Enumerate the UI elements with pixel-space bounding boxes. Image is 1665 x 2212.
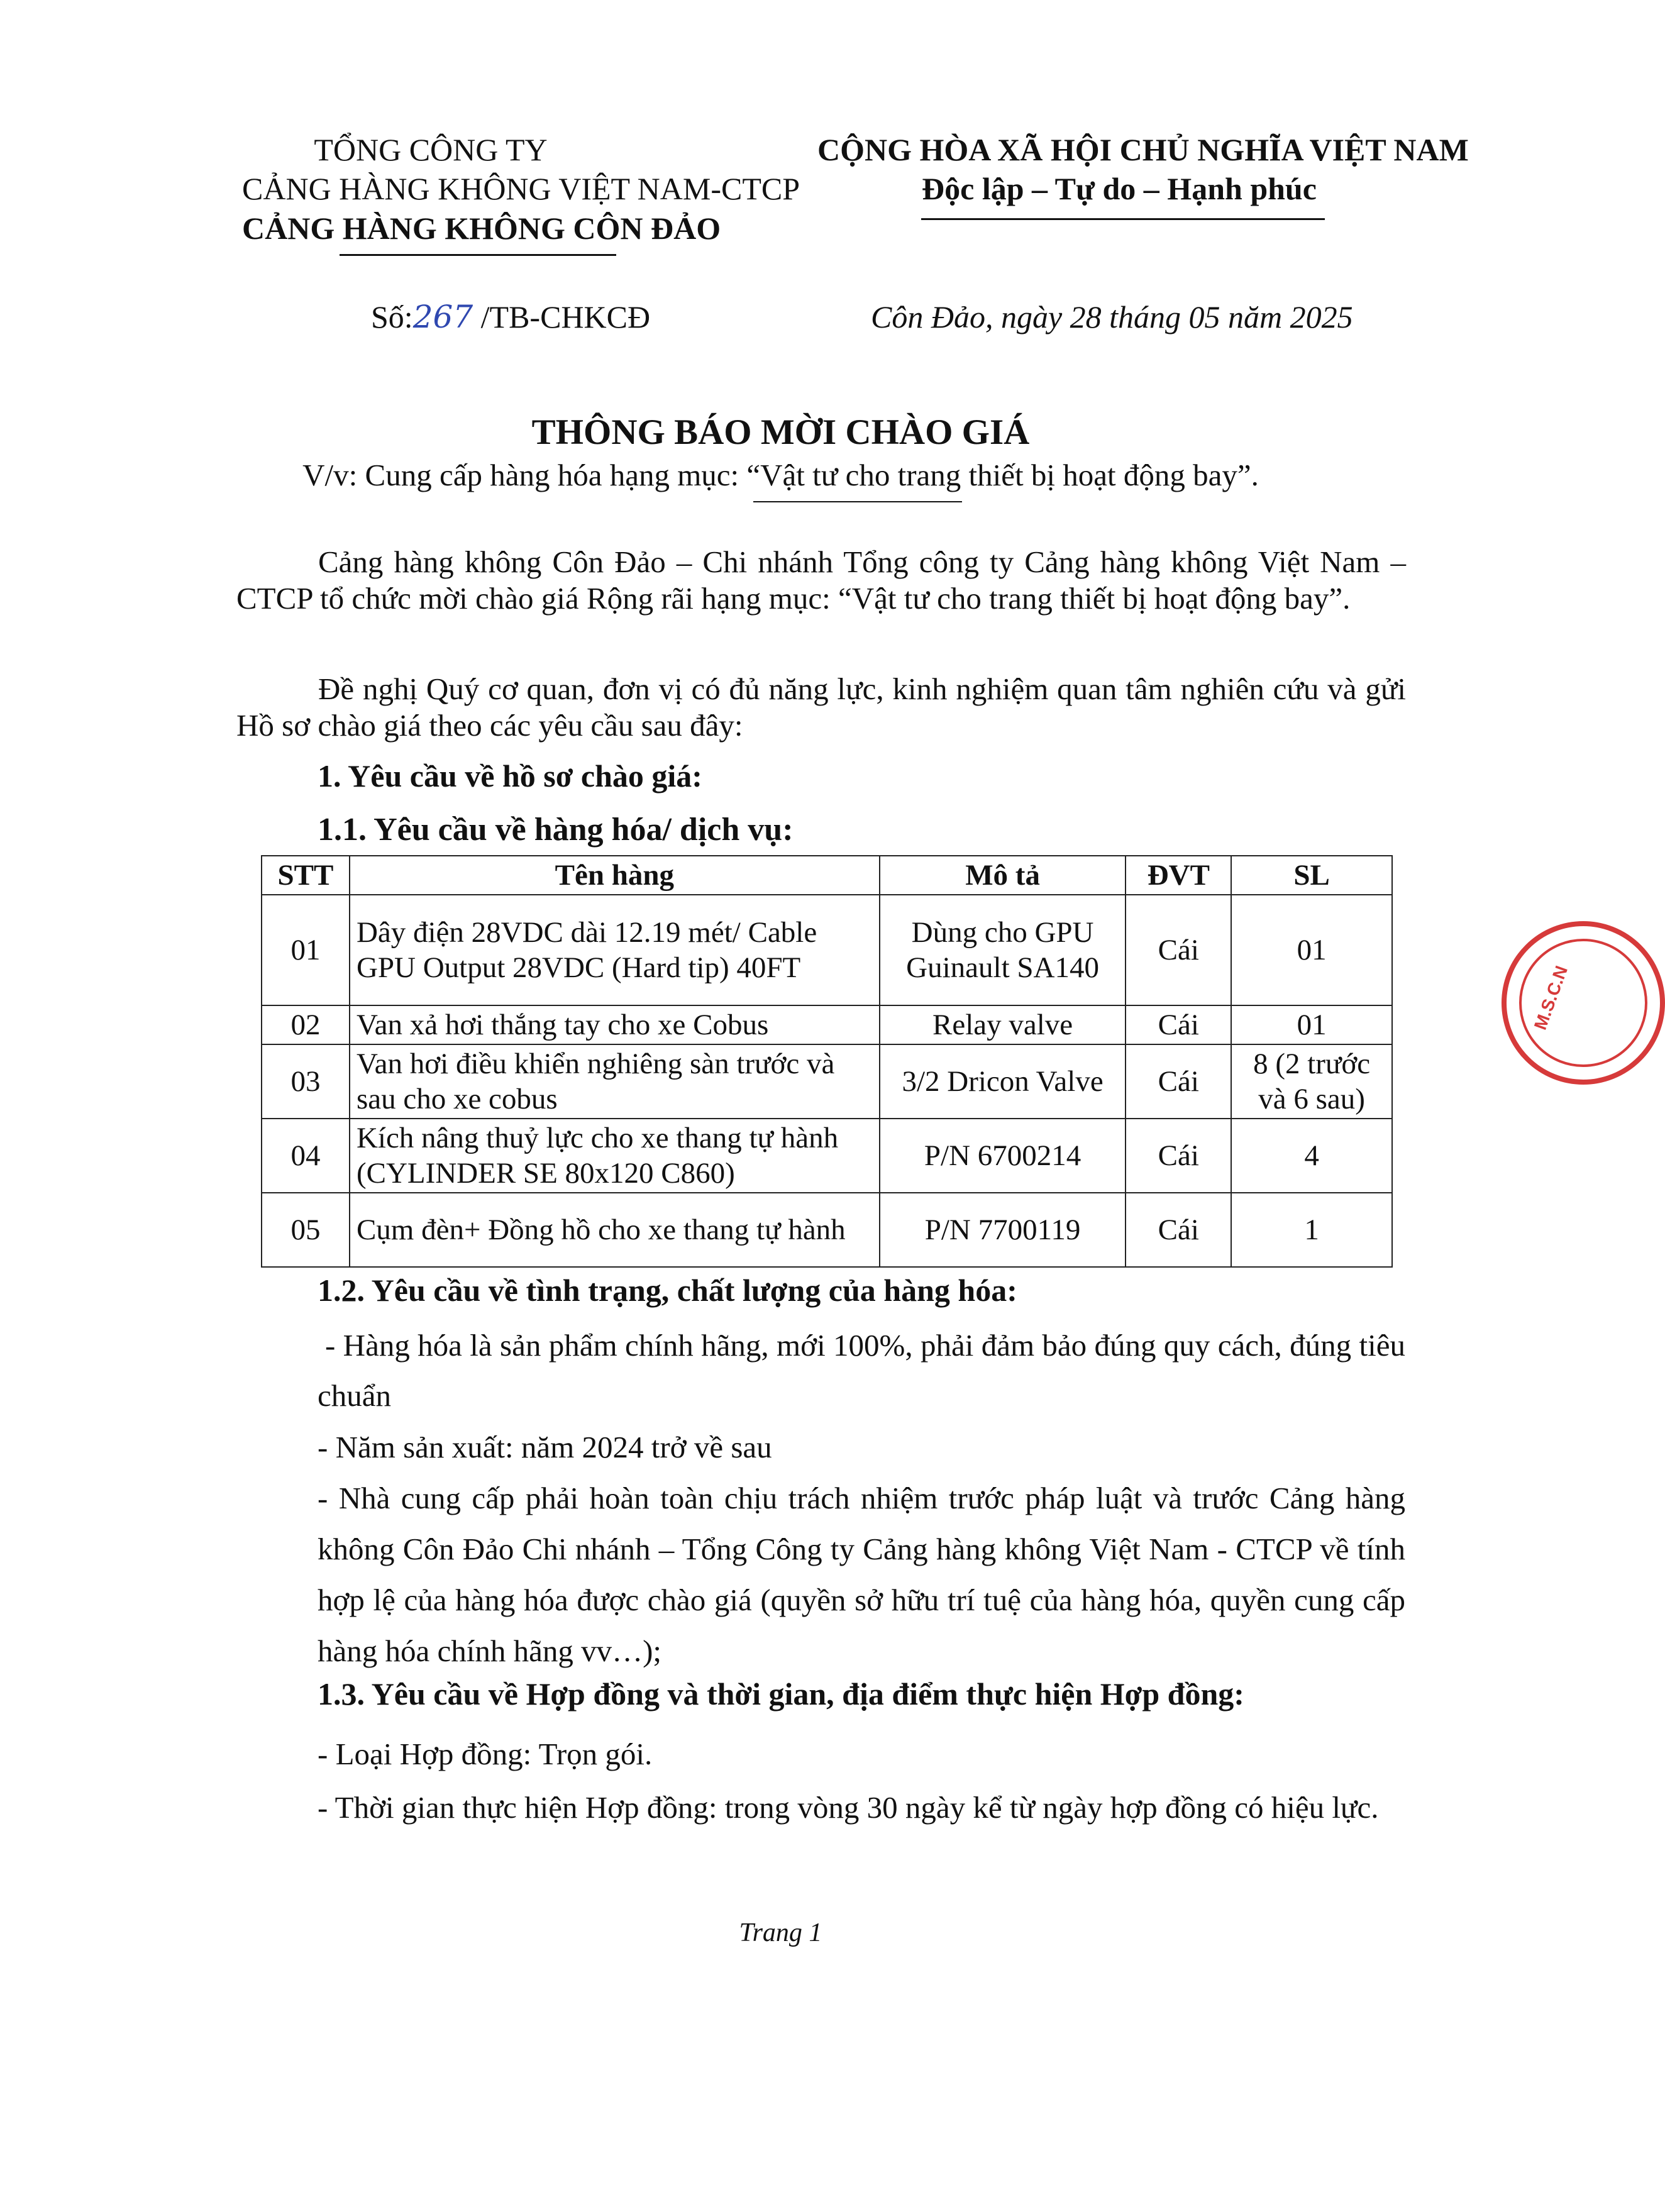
row-quantity: 01	[1231, 895, 1392, 1005]
row-description: Relay valve	[880, 1005, 1126, 1044]
row-stt: 02	[262, 1005, 350, 1044]
row-description: 3/2 Dricon Valve	[880, 1044, 1126, 1119]
request-paragraph: Đề nghị Quý cơ quan, đơn vị có đủ năng lực, kinh nghiệm quan tâm nghiên cứu và gửi Hồ sơ chào giá theo các yêu cầu sau đây:	[236, 672, 1406, 743]
org-name: CẢNG HÀNG KHÔNG CÔN ĐẢO	[242, 211, 721, 246]
intro-paragraph: Cảng hàng không Côn Đảo – Chi nhánh Tổng công ty Cảng hàng không Việt Nam – CTCP tổ chức mời chào giá Rộng rãi hạng mục: “Vật tư cho trang thiết bị hoạt động bay”.	[236, 545, 1406, 616]
row-stt: 04	[262, 1119, 350, 1193]
goods-table	[261, 855, 1393, 1268]
header-unit: ĐVT	[1126, 856, 1231, 895]
doc-number-suffix: /TB-CHKCĐ	[480, 299, 651, 335]
table-row	[262, 1005, 1392, 1044]
header-stt: STT	[262, 856, 350, 895]
row-unit: Cái	[1126, 895, 1231, 1005]
seal-text: M.S.C.N	[1530, 963, 1572, 1032]
row-item-name: Van hơi điều khiển nghiêng sàn trước và sau cho xe cobus	[350, 1044, 880, 1119]
table-row	[262, 1119, 1392, 1193]
document-subject: V/v: Cung cấp hàng hóa hạng mục: “Vật tư cho trang thiết bị hoạt động bay”.	[302, 458, 1259, 492]
doc-number-handwritten: 267	[412, 299, 473, 335]
row-quantity: 8 (2 trước và 6 sau)	[1231, 1044, 1392, 1119]
row-quantity: 1	[1231, 1193, 1392, 1267]
row-quantity: 01	[1231, 1005, 1392, 1044]
table-header-row	[262, 856, 1392, 895]
row-unit: Cái	[1126, 1005, 1231, 1044]
quality-point-1: - Hàng hóa là sản phẩm chính hãng, mới 100%, phải đảm bảo đúng quy cách, đúng tiêu chuẩn	[318, 1328, 1405, 1413]
section-1-2-heading: 1.2. Yêu cầu về tình trạng, chất lượng của hàng hóa:	[318, 1273, 1017, 1308]
official-seal	[1502, 921, 1665, 1085]
section-1-heading: 1. Yêu cầu về hồ sơ chào giá:	[318, 758, 702, 794]
motto-underline	[921, 218, 1325, 220]
doc-number-prefix: Số:	[371, 299, 413, 335]
row-unit: Cái	[1126, 1044, 1231, 1119]
table-row	[262, 1193, 1392, 1267]
section-1-3-heading: 1.3. Yêu cầu về Hợp đồng và thời gian, địa điểm thực hiện Hợp đồng:	[318, 1676, 1244, 1712]
quality-point-2: - Năm sản xuất: năm 2024 trở về sau	[318, 1430, 772, 1464]
document-title: THÔNG BÁO MỜI CHÀO GIÁ	[531, 412, 1030, 452]
row-item-name: Van xả hơi thắng tay cho xe Cobus	[350, 1005, 880, 1044]
row-unit: Cái	[1126, 1193, 1231, 1267]
row-stt: 01	[262, 895, 350, 1005]
contract-duration: - Thời gian thực hiện Hợp đồng: trong vòng 30 ngày kể từ ngày hợp đồng có hiệu lực.	[318, 1790, 1379, 1825]
row-stt: 03	[262, 1044, 350, 1119]
header-description: Mô tả	[880, 856, 1126, 895]
contract-type: - Loại Hợp đồng: Trọn gói.	[318, 1737, 653, 1771]
row-description: P/N 6700214	[880, 1119, 1126, 1193]
org-parent-line2: CẢNG HÀNG KHÔNG VIỆT NAM-CTCP	[242, 171, 800, 206]
row-description: P/N 7700119	[880, 1193, 1126, 1267]
quality-point-3: - Nhà cung cấp phải hoàn toàn chịu trách nhiệm trước pháp luật và trước Cảng hàng không Côn Đảo Chi nhánh – Tổng Công ty Cảng hàng không Việt Nam - CTCP về tính hợp lệ của hàng hóa được chào giá (quyền sở hữu trí tuệ của hàng hóa, quyền cung cấp hàng hóa chính hãng vv…);	[318, 1481, 1405, 1668]
national-motto: Độc lập – Tự do – Hạnh phúc	[922, 171, 1317, 206]
place-date: Côn Đảo, ngày 28 tháng 05 năm 2025	[871, 299, 1353, 335]
row-description: Dùng cho GPU Guinault SA140	[880, 895, 1126, 1005]
row-quantity: 4	[1231, 1119, 1392, 1193]
header-item-name: Tên hàng	[350, 856, 880, 895]
national-title: CỘNG HÒA XÃ HỘI CHỦ NGHĨA VIỆT NAM	[817, 132, 1469, 167]
section-1-1-heading: 1.1. Yêu cầu về hàng hóa/ dịch vụ:	[318, 812, 794, 848]
row-stt: 05	[262, 1193, 350, 1267]
org-underline	[340, 254, 616, 256]
page-number: Trang 1	[739, 1918, 822, 1947]
table-row	[262, 1044, 1392, 1119]
row-item-name: Dây điện 28VDC dài 12.19 mét/ Cable GPU Output 28VDC (Hard tip) 40FT	[350, 895, 880, 1005]
row-item-name: Kích nâng thuỷ lực cho xe thang tự hành (CYLINDER SE 80x120 C860)	[350, 1119, 880, 1193]
document-number	[371, 299, 650, 335]
row-item-name: Cụm đèn+ Đồng hồ cho xe thang tự hành	[350, 1193, 880, 1267]
row-unit: Cái	[1126, 1119, 1231, 1193]
org-parent-line1: TỔNG CÔNG TY	[314, 132, 548, 167]
subject-underline	[753, 501, 962, 502]
header-quantity: SL	[1231, 856, 1392, 895]
table-row	[262, 895, 1392, 1005]
